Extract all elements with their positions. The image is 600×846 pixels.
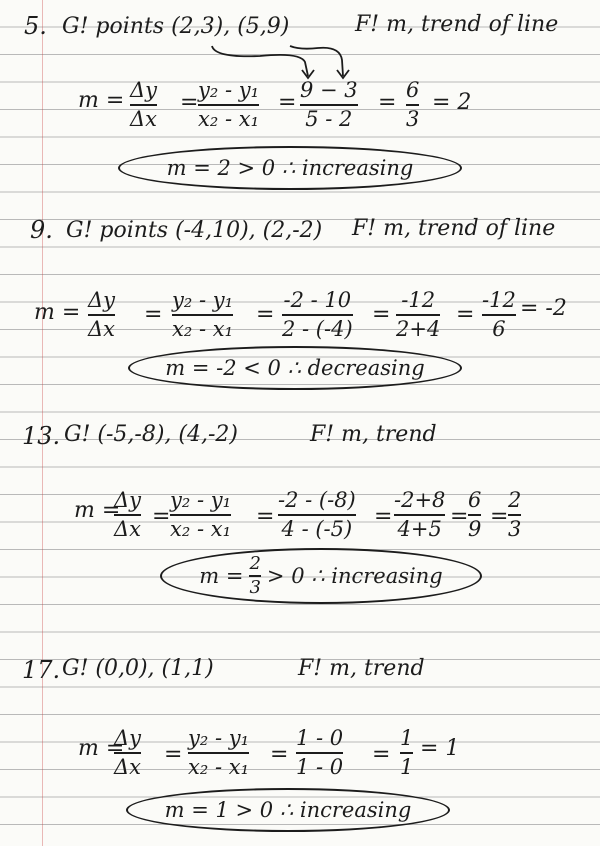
given-points: G! points (2,3), (5,9): [62, 14, 290, 39]
slope-formula: y₂ - y₁ x₂ - x₁: [188, 726, 250, 779]
find-statement: F! m, trend: [298, 656, 425, 681]
final-fraction: 2 3: [508, 488, 522, 541]
final-result: = 1: [420, 736, 460, 761]
final-result: = 2: [432, 90, 472, 115]
conclusion-oval: m = 2 > 0 ∴ increasing: [118, 146, 462, 190]
simplified-fraction: 6 3: [406, 78, 420, 131]
delta-fraction: Δy Δx: [130, 78, 158, 131]
substituted-fraction: -2 - (-8) 4 - (-5): [278, 488, 356, 541]
conclusion-oval: m = 1 > 0 ∴ increasing: [126, 788, 450, 832]
delta-fraction: Δy Δx: [88, 288, 116, 341]
simplified-fraction: -12 2+4: [396, 288, 441, 341]
substituted-fraction: 1 - 0 1 - 0: [296, 726, 344, 779]
slope-label: m =: [78, 88, 125, 113]
simplified-fraction: -2+8 4+5: [394, 488, 446, 541]
reduced-fraction: 6 9: [468, 488, 482, 541]
substituted-fraction: 9 − 3 5 - 2: [300, 78, 358, 131]
delta-fraction: Δy Δx: [114, 488, 142, 541]
problem-number: 9.: [30, 216, 53, 244]
final-result: = -2: [520, 296, 567, 321]
slope-label: m =: [34, 300, 81, 325]
given-points: G! (-5,-8), (4,-2): [64, 422, 239, 447]
reduced-fraction: -12 6: [482, 288, 516, 341]
slope-formula: y₂ - y₁ x₂ - x₁: [172, 288, 234, 341]
problem-number: 5.: [24, 12, 47, 40]
conclusion-fraction: 2 3: [249, 553, 261, 598]
conclusion-oval: m = -2 < 0 ∴ decreasing: [128, 346, 462, 390]
slope-label: m =: [74, 498, 121, 523]
find-statement: F! m, trend of line: [355, 12, 559, 37]
problem-number: 17.: [22, 656, 61, 684]
substituted-fraction: -2 - 10 2 - (-4): [282, 288, 353, 341]
delta-fraction: Δy Δx: [114, 726, 142, 779]
problem-number: 13.: [22, 422, 61, 450]
conclusion-oval: m = 2 3 > 0 ∴ increasing: [160, 548, 482, 604]
slope-label: m =: [78, 736, 125, 761]
given-points: G! points (-4,10), (2,-2): [66, 218, 323, 243]
slope-formula: y₂ - y₁ x₂ - x₁: [198, 78, 260, 131]
simplified-fraction: 1 1: [400, 726, 414, 779]
given-points: G! (0,0), (1,1): [62, 656, 214, 681]
slope-formula: y₂ - y₁ x₂ - x₁: [170, 488, 232, 541]
find-statement: F! m, trend: [310, 422, 437, 447]
find-statement: F! m, trend of line: [352, 216, 556, 241]
